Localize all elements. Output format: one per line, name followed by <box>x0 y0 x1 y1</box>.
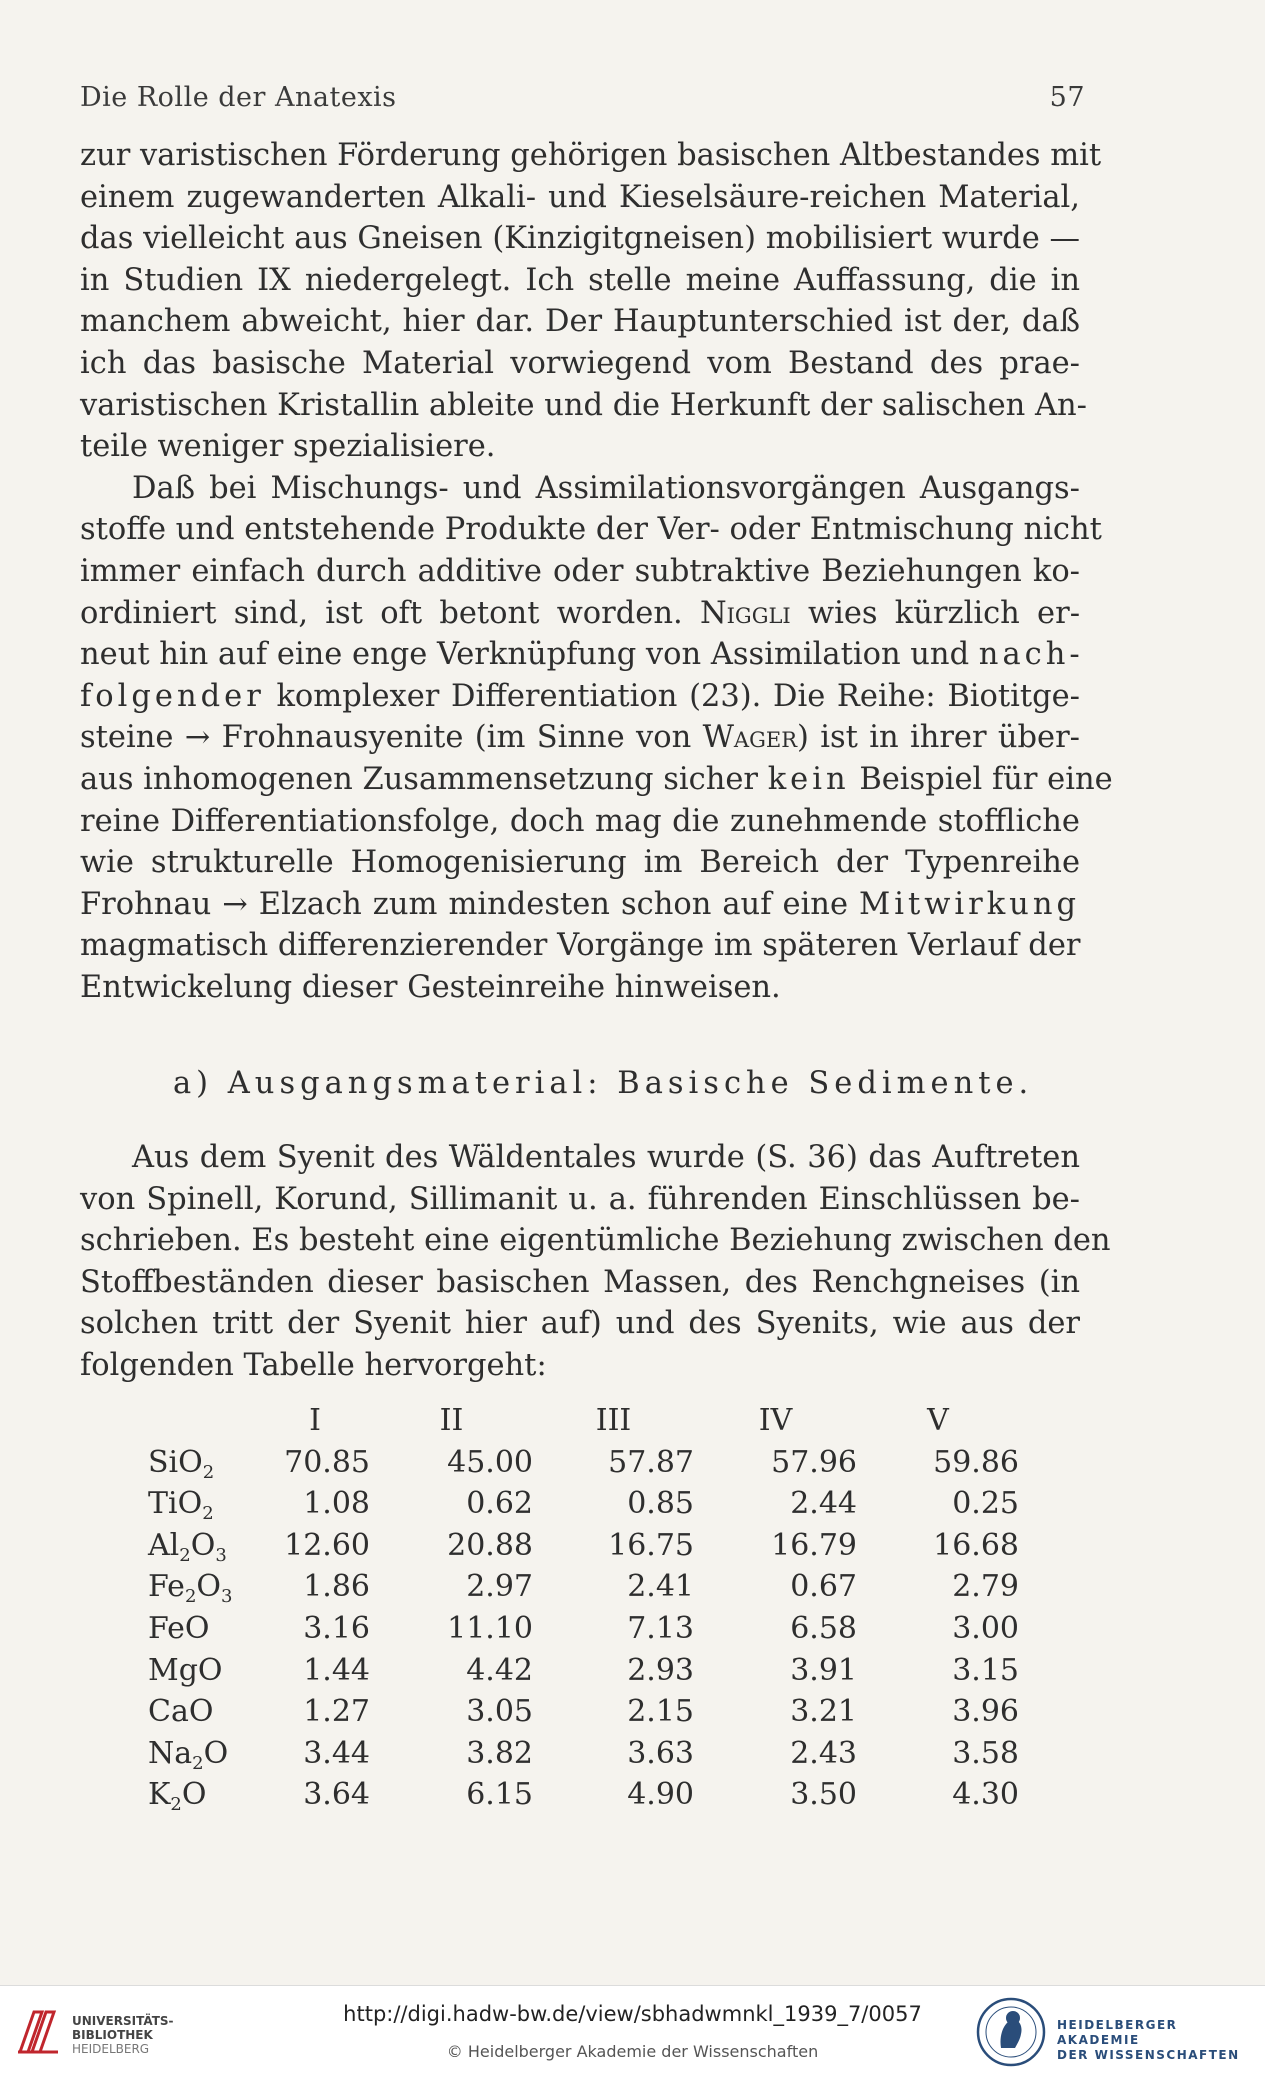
formula-part: TiO <box>148 1486 203 1522</box>
text-line: folgenden Tabelle hervorgeht: <box>80 1347 547 1383</box>
text-line: einem zugewanderten Alkali- und Kieselsäure-reichen Material, <box>80 179 1080 215</box>
table-cell: 6.58 <box>790 1610 857 1646</box>
table-cell: 0.85 <box>627 1486 694 1522</box>
table-row <box>148 1691 1019 1733</box>
oxide-analysis-table <box>148 1400 1019 1816</box>
table-cell: 4.42 <box>466 1652 533 1688</box>
table-cell: 2.93 <box>627 1652 694 1688</box>
spaced-emphasis: kein <box>767 761 850 797</box>
table-cell: 4.30 <box>952 1777 1019 1813</box>
table-cell: 2.15 <box>627 1694 694 1730</box>
formula-subscript: 2 <box>170 1794 182 1816</box>
table-cell: 20.88 <box>447 1527 533 1563</box>
academy-seal-icon <box>975 1996 1047 2068</box>
formula-part: O <box>203 1735 229 1771</box>
table-cell: 3.82 <box>466 1735 533 1771</box>
text-line: manchem abweicht, hier dar. Der Hauptunterschied ist der, daß <box>80 304 1080 340</box>
text-run: ) ist in ihrer über- <box>797 720 1080 756</box>
table-cell: 1.44 <box>303 1652 370 1688</box>
text-run: aus inhomogenen Zusammensetzung sicher <box>80 761 758 797</box>
text-line: ich das basische Material vorwiegend vom Bestand des prae- <box>80 345 1080 381</box>
table-cell: 3.58 <box>952 1735 1019 1771</box>
table-cell: 2.44 <box>790 1486 857 1522</box>
table-body <box>148 1442 1019 1816</box>
text-line <box>80 634 1084 676</box>
text-line: zur varistischen Förderung gehörigen basischen Altbestandes mit <box>80 138 1102 173</box>
table-cell: 3.00 <box>952 1610 1019 1646</box>
table-cell: 16.75 <box>608 1527 694 1563</box>
table-cell: 11.10 <box>447 1610 533 1646</box>
formula-part: Fe <box>148 1569 185 1605</box>
oxide-formula <box>148 1442 260 1484</box>
table-cell: 2.43 <box>790 1735 857 1771</box>
table-row <box>148 1483 1019 1525</box>
oxide-formula <box>148 1691 260 1733</box>
table-cell: 1.08 <box>303 1486 370 1522</box>
formula-subscript: 2 <box>192 1752 204 1774</box>
formula-part: K <box>148 1777 171 1813</box>
text-run: neut hin auf eine enge Verknüpfung von Assimilation und <box>80 637 970 673</box>
author-name-niggli: Niggli <box>699 595 791 631</box>
table-cell: 3.91 <box>790 1652 857 1688</box>
text-line: magmatisch differenzierender Vorgänge im späteren Verlauf der <box>80 928 1081 964</box>
academy-line: HEIDELBERGER AKADEMIE <box>1057 2018 1178 2047</box>
text-run: Frohnau → Elzach zum mindesten schon auf eine <box>80 886 848 922</box>
text-run: ordiniert sind, ist oft betont worden. <box>80 595 683 631</box>
text-line <box>80 717 1080 759</box>
academy-name <box>1057 2018 1265 2063</box>
section-heading: a) Ausgangsmaterial: Basische Sedimente. <box>173 1066 1034 1101</box>
table-cell: 16.79 <box>771 1527 857 1563</box>
author-name-wager: Wager <box>702 720 798 756</box>
table-cell: 0.62 <box>466 1486 533 1522</box>
text-line: reine Differentiationsfolge, doch mag die zunehmende stoffliche <box>80 803 1080 839</box>
table-row <box>148 1608 1019 1650</box>
copyright-notice: © Heidelberger Akademie der Wissenschaften <box>446 2042 819 2061</box>
text-line: das vielleicht aus Gneisen (Kinzigitgneisen) mobilisiert wurde — <box>80 221 1080 257</box>
formula-part: Na <box>148 1735 193 1771</box>
page-number: 57 <box>1049 82 1085 113</box>
text-run: komplexer Differentiation (23). Die Reihe: Biotitge- <box>276 678 1080 714</box>
table-cell: 45.00 <box>447 1444 533 1480</box>
text-line: solchen tritt der Syenit hier auf) und des Syenits, wie aus der <box>80 1306 1080 1342</box>
table-cell: 16.68 <box>933 1527 1019 1563</box>
source-url-link[interactable]: http://digi.hadw-bw.de/view/sbhadwmnkl_1939_7/0057 <box>343 2002 922 2026</box>
ub-line: BIBLIOTHEK <box>72 2028 153 2042</box>
text-line <box>80 593 1080 635</box>
oxide-formula <box>148 1483 260 1525</box>
table-row <box>148 1774 1019 1816</box>
text-run: steine → Frohnausyenite (im Sinne von <box>80 720 692 756</box>
spaced-emphasis: Mitwirkung <box>859 886 1080 922</box>
table-cell: 57.87 <box>608 1444 694 1480</box>
table-cell: 2.41 <box>627 1569 694 1605</box>
body-text <box>80 135 1113 1008</box>
text-line: Aus dem Syenit des Wäldentales wurde (S. 36) das Auftreten <box>132 1140 1080 1175</box>
table-cell: 3.21 <box>790 1694 857 1730</box>
formula-part: O <box>196 1569 221 1605</box>
formula-part: O <box>181 1777 207 1813</box>
text-line <box>80 884 1080 926</box>
oxide-formula <box>148 1650 260 1692</box>
text-line <box>80 759 1113 801</box>
column-header: III <box>595 1403 632 1438</box>
column-header: II <box>439 1403 464 1438</box>
text-line: schrieben. Es besteht eine eigentümliche Beziehung zwischen den <box>80 1223 1111 1259</box>
body-text-2 <box>80 1137 1111 1387</box>
table-cell: 57.96 <box>771 1444 857 1480</box>
table-cell: 59.86 <box>933 1444 1019 1480</box>
table-cell: 0.67 <box>790 1569 857 1605</box>
formula-subscript: 2 <box>202 1461 215 1483</box>
table-cell: 70.85 <box>284 1444 370 1480</box>
ub-line: HEIDELBERG <box>72 2042 150 2056</box>
table-cell: 1.27 <box>303 1694 370 1730</box>
formula-part: MgO <box>148 1652 223 1688</box>
table-cell: 3.15 <box>952 1652 1019 1688</box>
text-line: teile weniger spezialisiere. <box>80 429 496 465</box>
text-run: Beispiel für eine <box>859 761 1113 797</box>
formula-part: FeO <box>148 1610 210 1646</box>
formula-subscript: 2 <box>184 1586 197 1608</box>
column-header: V <box>927 1403 949 1438</box>
text-line: varistischen Kristallin ableite und die Herkunft der salischen An- <box>80 387 1087 423</box>
table-row <box>148 1566 1019 1608</box>
table-cell: 0.25 <box>952 1486 1019 1522</box>
ub-line: UNIVERSITÄTS- <box>72 2014 174 2028</box>
table-header-row <box>148 1400 1019 1442</box>
text-line <box>80 676 1080 718</box>
formula-subscript: 3 <box>215 1544 227 1566</box>
table-row <box>148 1650 1019 1692</box>
running-head <box>80 82 1085 113</box>
academy-line: DER WISSENSCHAFTEN <box>1057 2048 1240 2062</box>
table-cell: 1.86 <box>303 1569 370 1605</box>
text-line: von Spinell, Korund, Sillimanit u. a. führenden Einschlüssen be- <box>80 1181 1080 1217</box>
column-header: IV <box>758 1403 793 1438</box>
text-run: wies kürzlich er- <box>807 595 1080 631</box>
table-row <box>148 1442 1019 1484</box>
table-corner <box>148 1400 260 1442</box>
table-cell: 3.96 <box>952 1694 1019 1730</box>
formula-subscript: 2 <box>179 1544 191 1566</box>
table-cell: 3.50 <box>790 1777 857 1813</box>
formula-part: Al <box>148 1527 180 1563</box>
text-line: wie strukturelle Homogenisierung im Bereich der Typenreihe <box>80 845 1080 881</box>
text-line: Daß bei Mischungs- und Assimilationsvorgängen Ausgangs- <box>132 470 1080 506</box>
oxide-formula <box>148 1608 260 1650</box>
running-title: Die Rolle der Anatexis <box>80 82 397 113</box>
column-header: I <box>309 1403 321 1438</box>
text-line: Entwickelung dieser Gesteinreihe hinweisen. <box>80 969 781 1005</box>
table-row <box>148 1733 1019 1775</box>
text-line: Stoffbeständen dieser basischen Massen, des Renchgneises (in <box>80 1264 1080 1300</box>
oxide-formula <box>148 1733 260 1775</box>
table-cell: 3.63 <box>627 1735 694 1771</box>
oxide-formula <box>148 1525 260 1567</box>
table-cell: 3.44 <box>303 1735 370 1771</box>
table-cell: 7.13 <box>627 1610 694 1646</box>
text-line: in Studien IX niedergelegt. Ich stelle meine Auffassung, die in <box>80 262 1080 298</box>
spaced-emphasis: folgender <box>80 678 265 714</box>
spaced-emphasis: nach- <box>978 637 1084 673</box>
table-cell: 3.16 <box>303 1610 370 1646</box>
table-cell: 12.60 <box>284 1527 370 1563</box>
formula-part: SiO <box>148 1444 203 1480</box>
table-cell: 4.90 <box>627 1777 694 1813</box>
table-cell: 3.05 <box>466 1694 533 1730</box>
oxide-formula <box>148 1774 260 1816</box>
table-cell: 6.15 <box>466 1777 533 1813</box>
text-line: immer einfach durch additive oder subtraktive Beziehungen ko- <box>80 553 1080 589</box>
text-line: stoffe und entstehende Produkte der Ver- oder Entmischung nicht <box>80 512 1102 548</box>
table-cell: 2.97 <box>466 1569 533 1605</box>
formula-subscript: 3 <box>221 1586 233 1608</box>
formula-part: O <box>190 1527 216 1563</box>
formula-part: CaO <box>148 1694 214 1730</box>
oxide-formula <box>148 1566 260 1608</box>
formula-subscript: 2 <box>202 1503 214 1525</box>
table-cell: 3.64 <box>303 1777 370 1813</box>
table-cell: 2.79 <box>952 1569 1019 1605</box>
table-row <box>148 1525 1019 1567</box>
footer-bar <box>0 1985 1265 2079</box>
